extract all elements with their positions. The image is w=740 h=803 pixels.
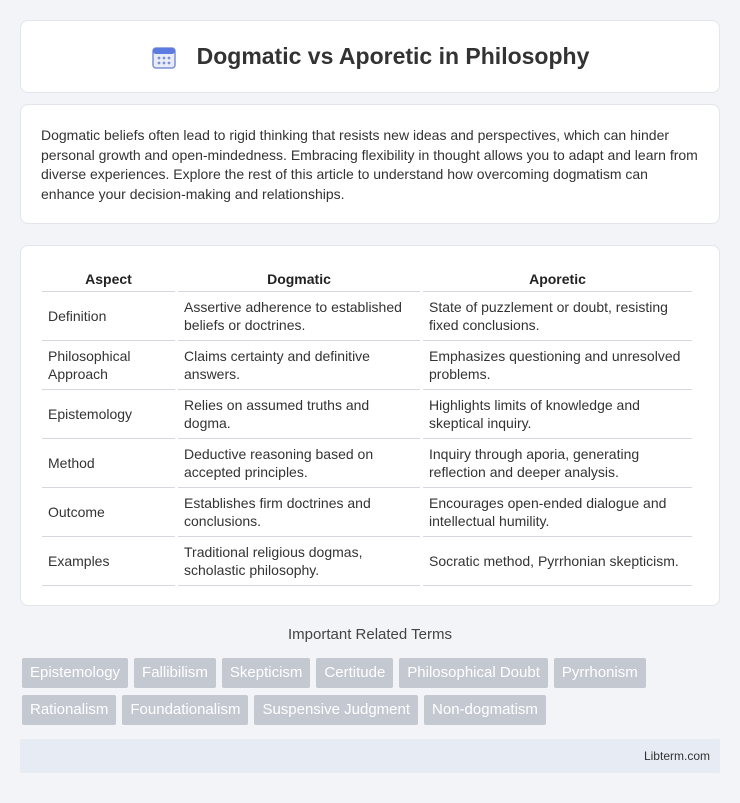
table-cell: Socratic method, Pyrrhonian skepticism. bbox=[423, 537, 692, 586]
table-cell: Epistemology bbox=[42, 390, 175, 439]
related-term-tag[interactable]: Fallibilism bbox=[134, 658, 216, 688]
related-term-tag[interactable]: Certitude bbox=[316, 658, 393, 688]
related-term-tag[interactable]: Epistemology bbox=[22, 658, 128, 688]
table-cell: Claims certainty and definitive answers. bbox=[178, 341, 420, 390]
table-cell: Encourages open-ended dialogue and intellectual humility. bbox=[423, 488, 692, 537]
table-cell: Establishes firm doctrines and conclusions. bbox=[178, 488, 420, 537]
related-term-tag[interactable]: Philosophical Doubt bbox=[399, 658, 548, 688]
intro-card bbox=[20, 104, 720, 224]
footer-site-link[interactable]: Libterm.com bbox=[643, 749, 710, 763]
related-term-tag[interactable]: Non-dogmatism bbox=[424, 695, 546, 725]
table-header-row bbox=[42, 266, 692, 292]
related-term-tag[interactable]: Skepticism bbox=[222, 658, 311, 688]
table-cell: Method bbox=[42, 439, 175, 488]
table-cell: Traditional religious dogmas, scholastic philosophy. bbox=[178, 537, 420, 586]
calendar-icon bbox=[151, 44, 177, 70]
table-cell: Assertive adherence to established beliefs or doctrines. bbox=[178, 292, 420, 341]
table-cell: Deductive reasoning based on accepted principles. bbox=[178, 439, 420, 488]
related-terms-title: Important Related Terms bbox=[288, 626, 452, 643]
column-header-dogmatic: Dogmatic bbox=[178, 266, 420, 292]
table-cell: Inquiry through aporia, generating reflection and deeper analysis. bbox=[423, 439, 692, 488]
column-header-aporetic: Aporetic bbox=[423, 266, 692, 292]
related-term-tag[interactable]: Foundationalism bbox=[122, 695, 248, 725]
table-cell: Philosophical Approach bbox=[42, 341, 175, 390]
column-header-aspect: Aspect bbox=[42, 266, 175, 292]
related-term-tag[interactable]: Rationalism bbox=[22, 695, 116, 725]
table-cell: Examples bbox=[42, 537, 175, 586]
related-term-tag[interactable]: Pyrrhonism bbox=[554, 658, 646, 688]
page-title: Dogmatic vs Aporetic in Philosophy bbox=[196, 43, 590, 69]
table-cell: State of puzzlement or doubt, resisting fixed conclusions. bbox=[423, 292, 692, 341]
table-cell: Highlights limits of knowledge and skeptical inquiry. bbox=[423, 390, 692, 439]
table-cell: Outcome bbox=[42, 488, 175, 537]
intro-text: Dogmatic beliefs often lead to rigid thinking that resists new ideas and perspectives, which can hinder personal growth and open-mindedness. Embracing flexibility in thought allows you to adapt and learn from diverse experiences. Explore the rest of this article to understand how overcoming dogmatism can enhance your decision-making and relationships. bbox=[41, 127, 698, 202]
table-row bbox=[42, 292, 692, 341]
table-cell: Definition bbox=[42, 292, 175, 341]
table-row bbox=[42, 537, 692, 586]
table-row bbox=[42, 341, 692, 390]
table-cell: Emphasizes questioning and unresolved problems. bbox=[423, 341, 692, 390]
table-cell: Relies on assumed truths and dogma. bbox=[178, 390, 420, 439]
related-terms-list bbox=[22, 658, 722, 725]
header-card bbox=[20, 20, 720, 93]
comparison-card bbox=[20, 245, 720, 606]
footer bbox=[20, 739, 720, 773]
table-row bbox=[42, 390, 692, 439]
comparison-table bbox=[39, 266, 695, 586]
table-row bbox=[42, 488, 692, 537]
related-term-tag[interactable]: Suspensive Judgment bbox=[254, 695, 418, 725]
table-row bbox=[42, 439, 692, 488]
